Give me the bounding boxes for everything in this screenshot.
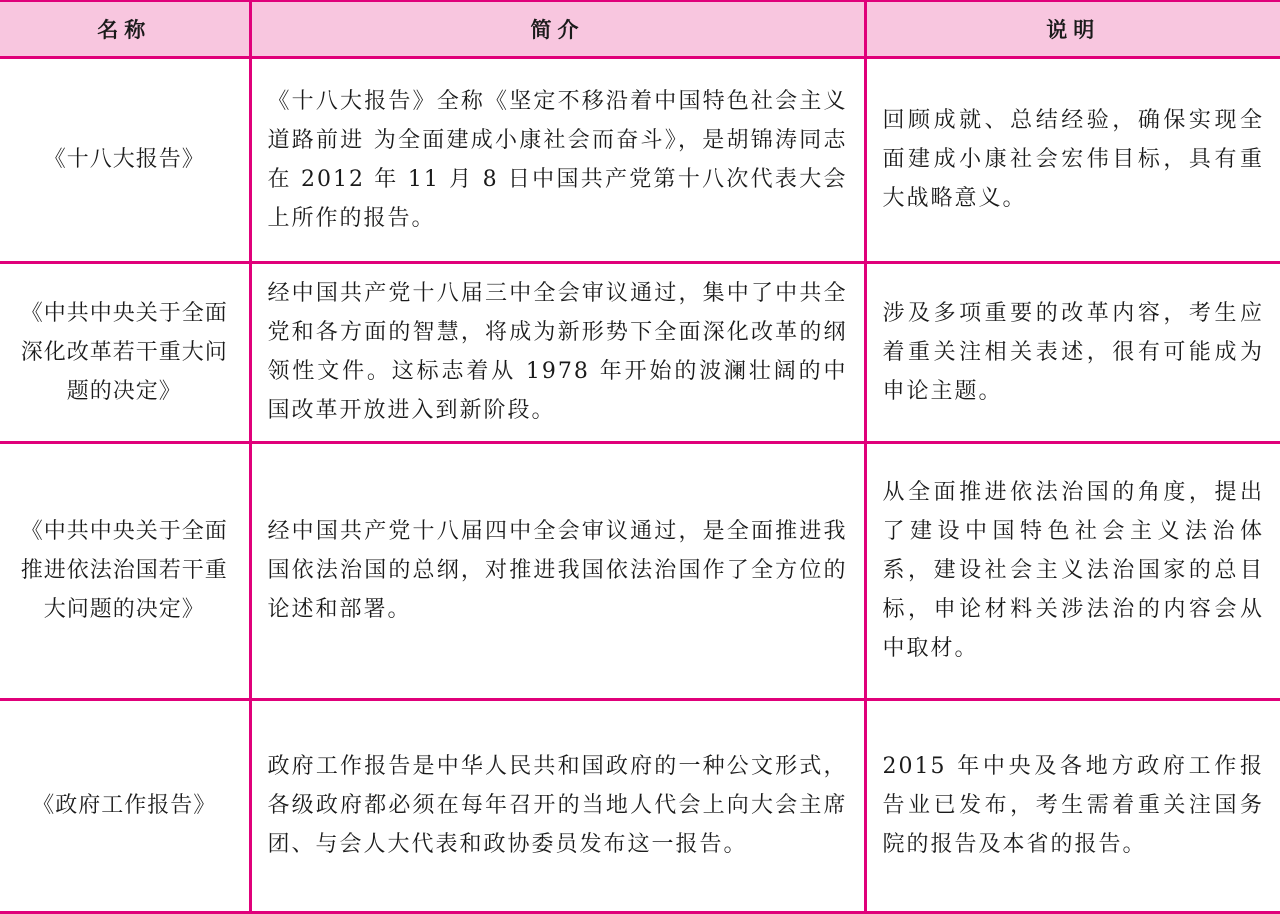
table-header-row [0,1,1280,57]
header-intro: 简介 [250,1,865,57]
document-note-cell: 从全面推进依法治国的角度，提出了建设中国特色社会主义法治体系，建设社会主义法治国家的总目标，申论材料关涉法治的内容会从中取材。 [865,442,1280,699]
document-intro-cell: 《十八大报告》全称《坚定不移沿着中国特色社会主义道路前进 为全面建成小康社会而奋斗》，是胡锦涛同志在 2012 年 11 月 8 日中国共产党第十八次代表大会上所作的报告。 [250,57,865,262]
table-row [0,262,1280,442]
header-name: 名称 [0,1,250,57]
table-row [0,442,1280,699]
document-name-cell: 《中共中央关于全面推进依法治国若干重大问题的决定》 [0,442,250,699]
table-row [0,699,1280,912]
document-name-cell: 《十八大报告》 [0,57,250,262]
document-note-cell: 涉及多项重要的改革内容，考生应着重关注相关表述，很有可能成为申论主题。 [865,262,1280,442]
document-name-cell: 《中共中央关于全面深化改革若干重大问题的决定》 [0,262,250,442]
document-intro-cell: 经中国共产党十八届四中全会审议通过，是全面推进我国依法治国的总纲，对推进我国依法治国作了全方位的论述和部署。 [250,442,865,699]
document-intro-cell: 政府工作报告是中华人民共和国政府的一种公文形式，各级政府都必须在每年召开的当地人代会上向大会主席团、与会人大代表和政协委员发布这一报告。 [250,699,865,912]
document-name-cell: 《政府工作报告》 [0,699,250,912]
header-note: 说明 [865,1,1280,57]
table-row [0,57,1280,262]
document-note-cell: 2015 年中央及各地方政府工作报告业已发布，考生需着重关注国务院的报告及本省的报告。 [865,699,1280,912]
document-note-cell: 回顾成就、总结经验，确保实现全面建成小康社会宏伟目标，具有重大战略意义。 [865,57,1280,262]
document-intro-cell: 经中国共产党十八届三中全会审议通过，集中了中共全党和各方面的智慧，将成为新形势下全面深化改革的纲领性文件。这标志着从 1978 年开始的波澜壮阔的中国改革开放进入到新阶段。 [250,262,865,442]
